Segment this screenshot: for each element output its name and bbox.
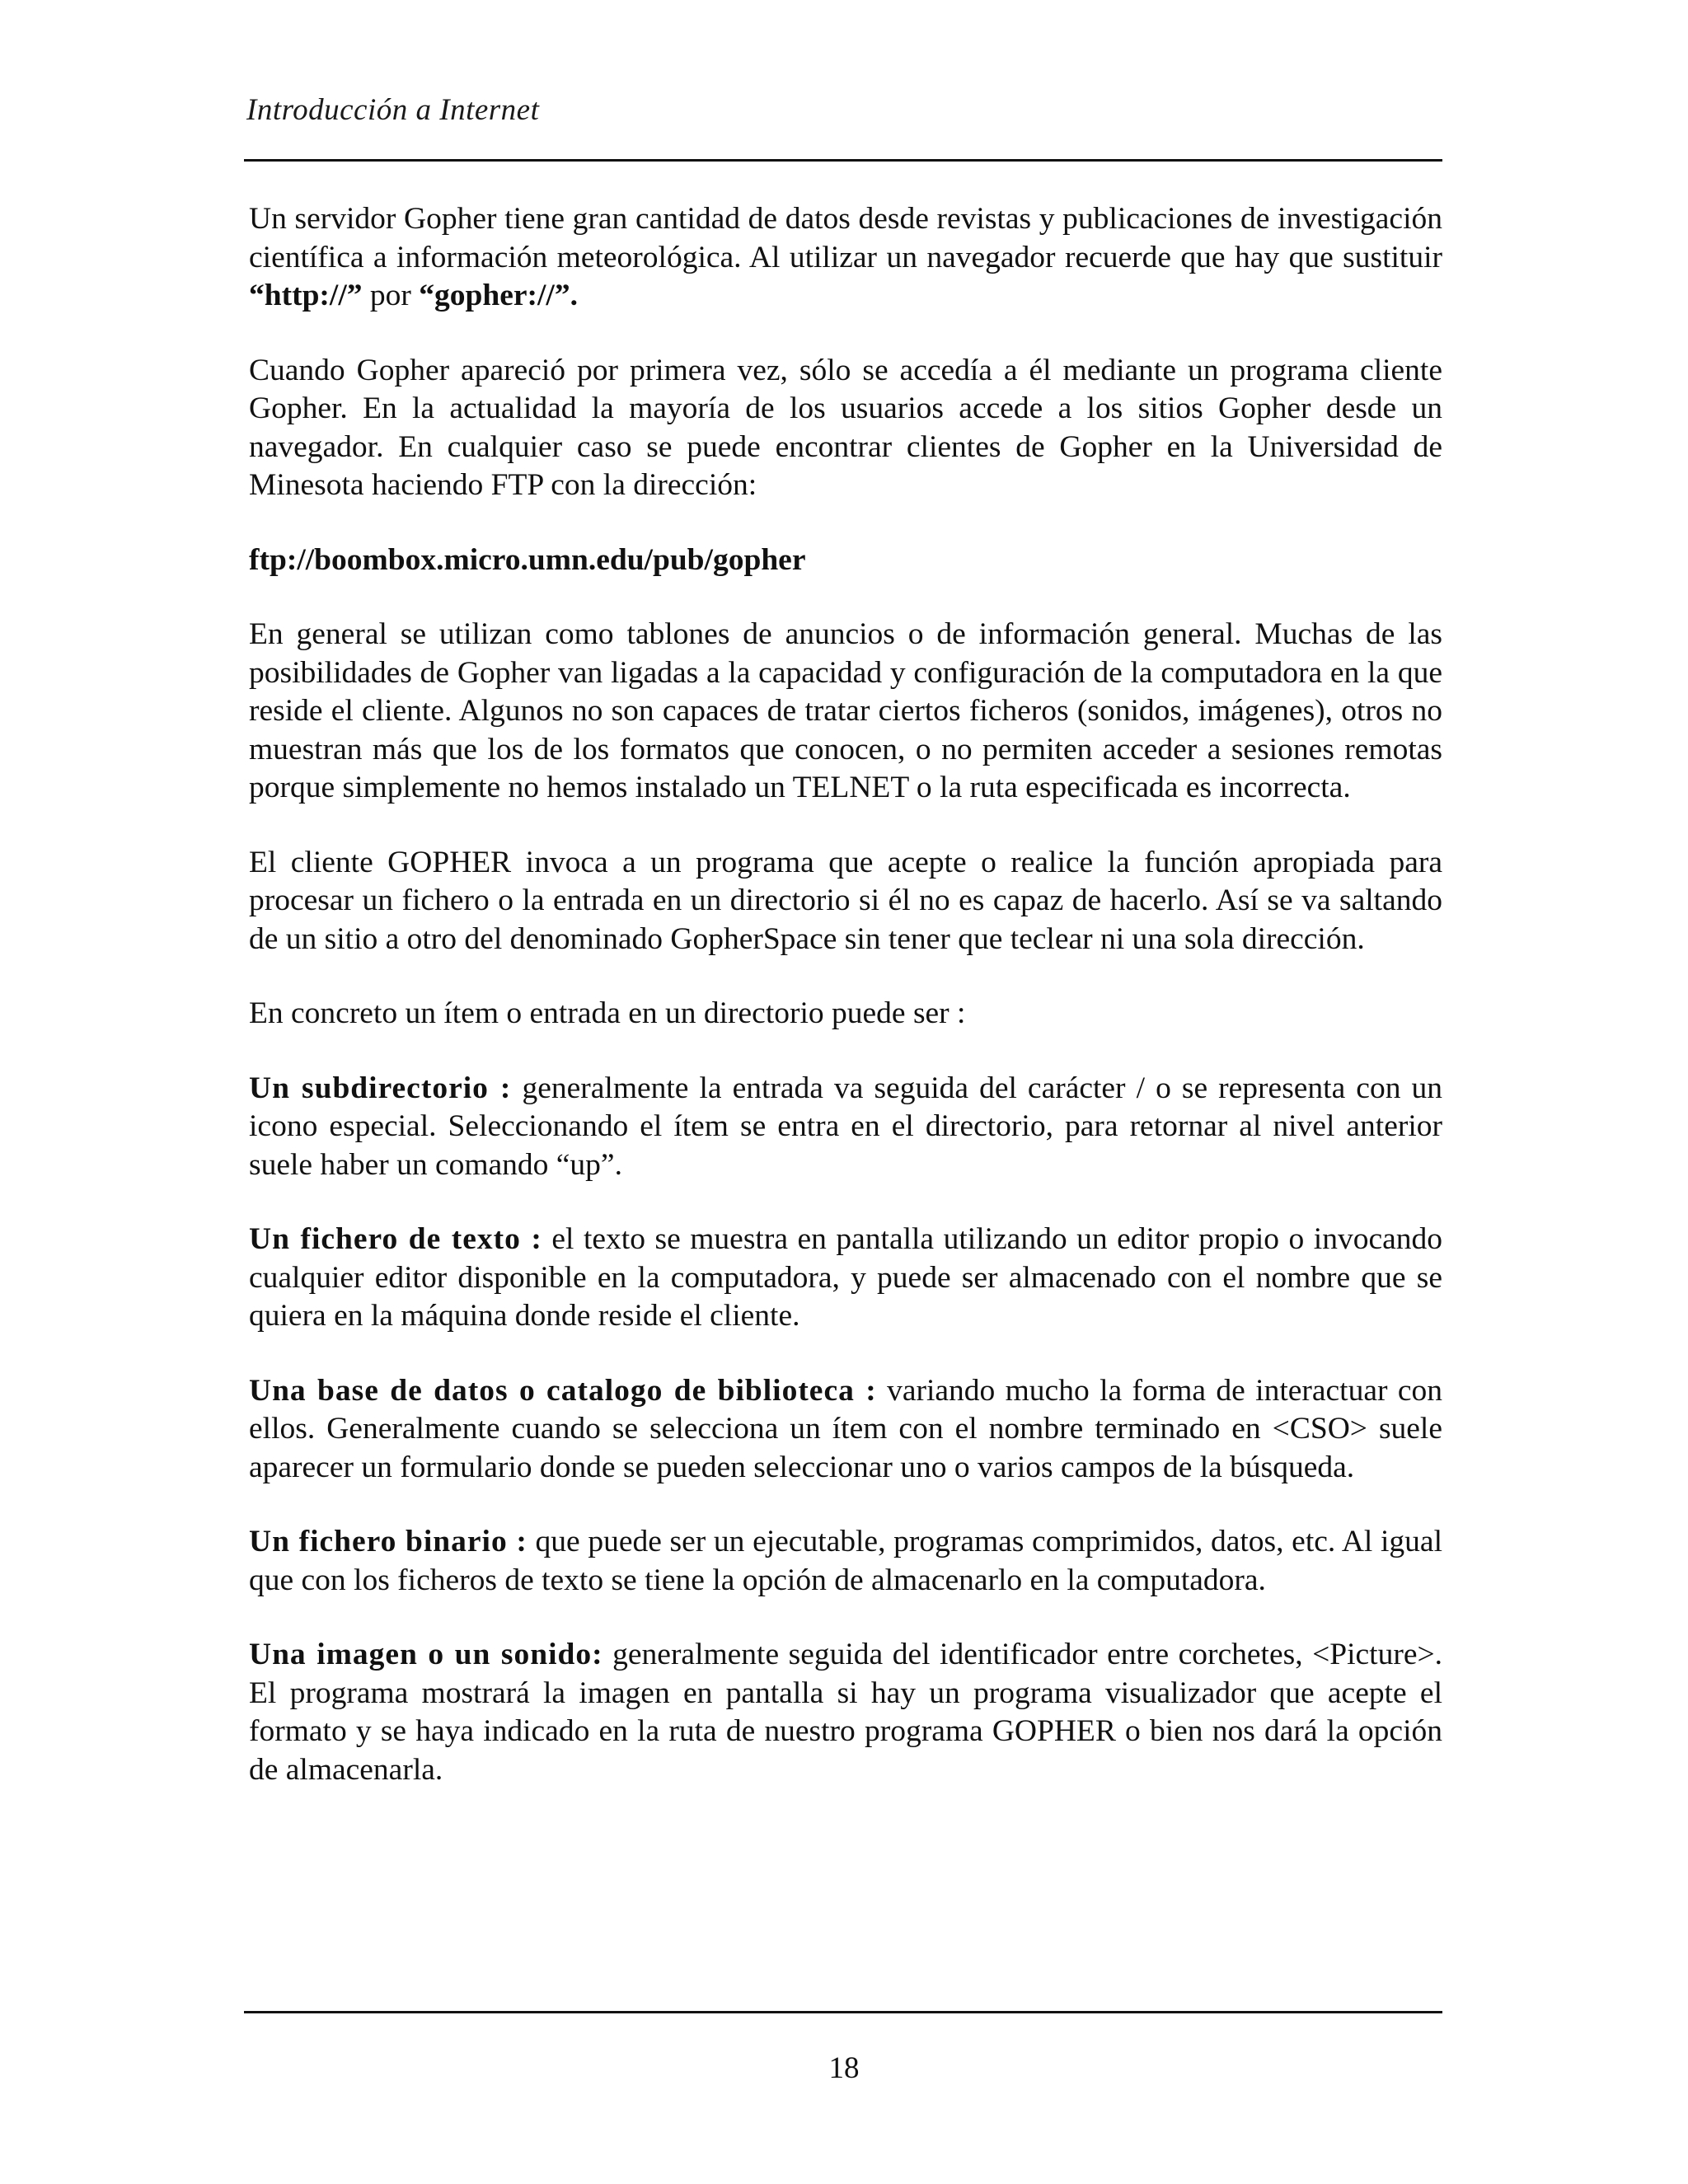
running-header: Introducción a Internet — [246, 93, 540, 127]
bold-http: “http://” — [249, 279, 363, 312]
paragraph-gopher-server — [249, 200, 1442, 316]
item-term: Una base de datos o catalogo de biblioteca : — [249, 1373, 877, 1408]
item-fichero-binario — [249, 1523, 1442, 1600]
page-number: 18 — [828, 2051, 860, 2085]
item-description: que puede ser un ejecutable, programas comprimidos, datos, etc. Al igual que con los ficheros de texto se tiene la opción de almacenarlo en la computadora. — [249, 1525, 1442, 1597]
item-term: Una imagen o un sonido: — [249, 1638, 603, 1671]
item-description: variando mucho la forma de interactuar con ellos. Generalmente cuando se selecciona un ítem con el nombre terminado en <CSO> suele aparecer un formulario donde se pueden seleccionar uno o varios campos de la búsqueda. — [249, 1373, 1442, 1484]
paragraph-text: por — [362, 279, 420, 312]
item-description: generalmente seguida del identificador entre corchetes, <Picture>. El programa mostrará la imagen en pantalla si hay un programa visualizador que acepte el formato y se haya indicado en la ruta de nuestro programa GOPHER o bien nos dará la opción de almacenarla. — [249, 1638, 1442, 1787]
page-body — [249, 200, 1442, 1825]
paragraph-gopher-uses: En general se utilizan como tablones de anuncios o de información general. Muchas de las posibilidades de Gopher van ligadas a la capacidad y configuración de la computadora en la que reside el cliente. Algunos no son capaces de tratar ciertos ficheros (sonidos, imágenes), otros no muestran más que los de los formatos que conocen, o no permiten acceder a sesiones remotas porque simplemente no hemos instalado un TELNET o la ruta especificada es incorrecta. — [249, 617, 1442, 804]
item-fichero-texto — [249, 1221, 1442, 1336]
footer-rule — [244, 2011, 1442, 2013]
item-term: Un fichero de texto : — [249, 1222, 542, 1256]
item-description: generalmente la entrada va seguida del carácter / o se representa con un icono especial. Seleccionando el ítem se entra en el directorio, para retornar al nivel anterior suele haber un comando “up”. — [249, 1071, 1442, 1182]
item-base-datos — [249, 1372, 1442, 1488]
bold-gopher: “gopher://”. — [419, 279, 578, 312]
item-term: Un fichero binario : — [249, 1525, 528, 1558]
item-imagen-sonido — [249, 1636, 1442, 1789]
paragraph-text: Un servidor Gopher tiene gran cantidad de datos desde revistas y publicaciones de investigación científica a información meteorológica. Al utilizar un navegador recuerde que hay que sustituir — [249, 202, 1442, 274]
item-description: el texto se muestra en pantalla utilizando un editor propio o invocando cualquier editor disponible en la computadora, y puede ser almacenado con el nombre que se quiera en la máquina donde reside el cliente. — [249, 1222, 1442, 1333]
item-subdirectorio — [249, 1070, 1442, 1185]
item-term: Un subdirectorio : — [249, 1071, 512, 1105]
ftp-url: ftp://boombox.micro.umn.edu/pub/gopher — [249, 542, 806, 577]
paragraph-gopher-client: El cliente GOPHER invoca a un programa que acepte o realice la función apropiada para procesar un fichero o la entrada en un directorio si él no es capaz de hacerlo. Así se va saltando de un sitio a otro del denominado GopherSpace sin tener que teclear ni una sola dirección. — [249, 845, 1442, 956]
paragraph-item-intro: En concreto un ítem o entrada en un directorio puede ser : — [249, 996, 966, 1030]
header-rule — [244, 159, 1442, 162]
paragraph-gopher-history: Cuando Gopher apareció por primera vez, sólo se accedía a él mediante un programa cliente Gopher. En la actualidad la mayoría de los usuarios accede a los sitios Gopher desde un navegador. En cualquier caso se puede encontrar clientes de Gopher en la Universidad de Minesota haciendo FTP con la dirección: — [249, 353, 1442, 502]
